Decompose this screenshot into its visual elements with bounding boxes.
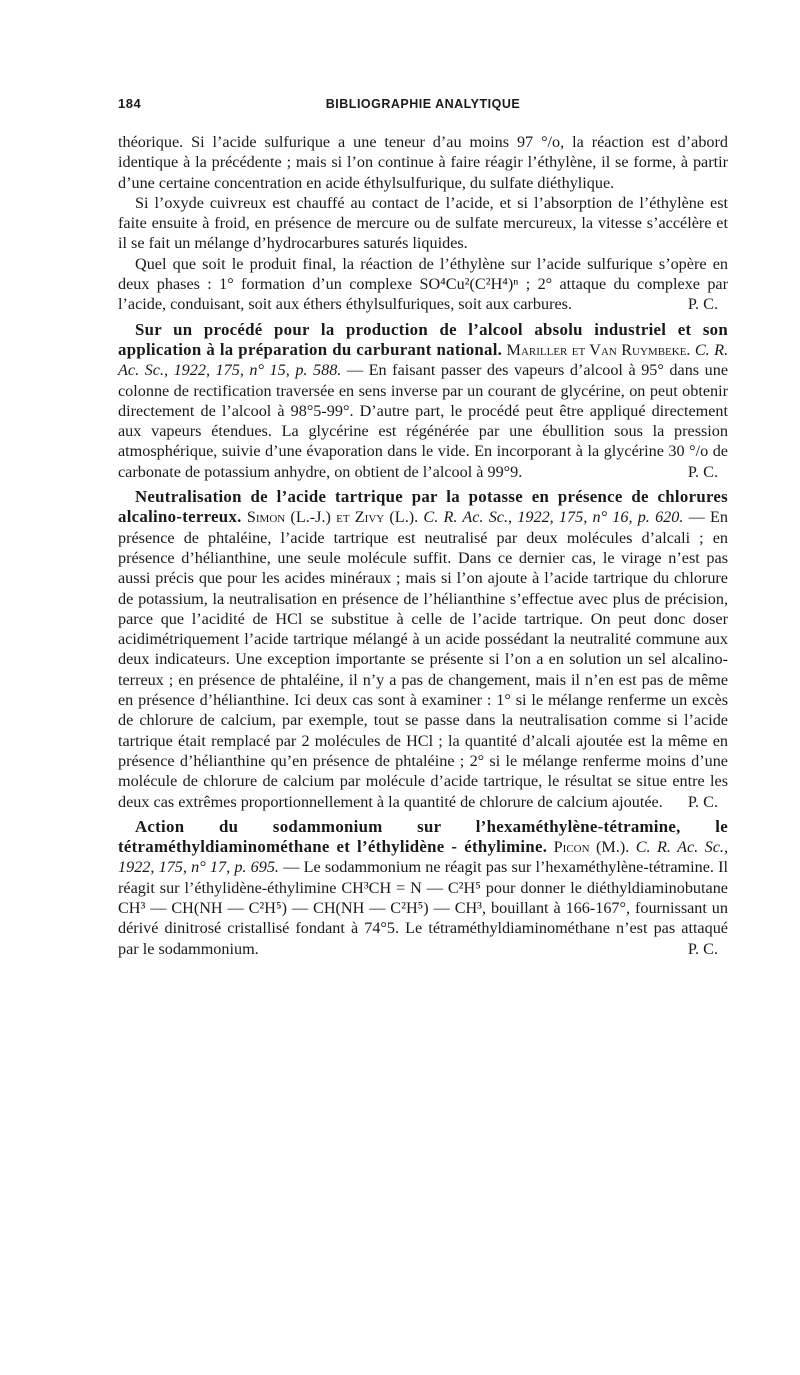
abstract-body: — En présence de phtaléine, l’acide tartrique est neutralisé par deux molécules d’alcali ; en présence d’hélianthine, une seule molécule suffit. Dans ce dernier cas, le virage n’est pas aussi précis que pour les acides minéraux ; mais si l’on ajoute à l’acide tartrique du chlorure de potassium, la neutralisation en présence de l’hélianthine s’effectue avec plus de précision, parce que l’acidité de HCl se substitue à celle de l’acide tartrique. On peut donc doser acidimétriquement l’acide tartrique mélangé à un acide possédant la neutralité commune aux deux indicateurs. Une exception importante se présente si l’on a en solution un sel alcalino-terreux ; en présence de phtaléine, il n’y a pas de changement, mais il n’en est pas de même en présence d’hélianthine. Ici deux cas sont à examiner : 1° si le mélange renferme un excès de chlorure de calcium, par exemple, tout se passe dans la neutralisation comme si l’acide tartrique était remplacé par 2 molécules de HCl ; la quantité d’alcali ajoutée est la même en présence d’hélianthine qu’en présence de phtaléine ; 2° si le mélange renferme moins d’une molécule de chlorure de calcium par molécule d’acide tartrique, le résultat se situe entre les deux cas extrêmes proportionnellement à la quantité de chlorure de calcium ajoutée. <box>118 508 729 811</box>
page-number: 184 <box>118 96 142 111</box>
intro-paragraph: Si l’oxyde cuivreux est chauffé au contact de l’acide, et si l’absorption de l’éthylène est faite ensuite à froid, en présence de mercure ou de sulfate mercureux, la vitesse s’accélère et il se fait un mélange d’hydrocarbures saturés liquides. <box>118 193 728 253</box>
abstract-authors: Mariller et Van Ruymbeke. <box>506 340 691 359</box>
abstract-body: — En faisant passer des vapeurs d’alcool à 95° dans une colonne de rectification traversée en sens inverse par un courant de glycérine, on peut obtenir directement de l’alcool à 98°5-99°. D’autre part, le procédé peut être appliqué directement aux vapeurs étendues. La glycérine est régénérée par une ébullition sous la pression atmosphérique, suivie d’une évaporation dans le vide. En incorporant à la glycérine 30 °/o de carbonate de potassium anhydre, on obtient de l’alcool à 99°9. <box>118 361 729 481</box>
intro-paragraph: théorique. Si l’acide sulfurique a une teneur d’au moins 97 °/o, la réaction est d’abord identique à la précédente ; mais si l’on continue à faire réagir l’éthylène, il se forme, à partir d’une certaine concentration en acide éthylsulfurique, du sulfate diéthylique. <box>118 133 728 192</box>
signature: P. C. <box>687 792 718 811</box>
signature: P. C. <box>687 295 718 314</box>
abstract-reference: C. R. Ac. Sc., 1922, 175, n° 15, p. 588. <box>118 340 728 380</box>
abstract-entry <box>118 487 728 812</box>
signature: P. C. <box>687 939 718 958</box>
running-header <box>118 94 728 118</box>
intro-paragraph: Quel que soit le produit final, la réaction de l’éthylène sur l’acide sulfurique s’opère en deux phases : 1° formation d’un complexe SO⁴Cu²(C²H⁴)ⁿ ; 2° attaque du complexe par l’acide, conduisant, soit aux éthers éthylsulfuriques, soit aux carbures. <box>118 254 728 314</box>
abstract-authors: Simon (L.-J.) et Zivy (L.). <box>246 508 419 527</box>
abstract-title: Neutralisation de l’acide tartrique par la potasse en présence de chlorures alcalino-terreux. <box>118 487 728 527</box>
abstract-title: Sur un procédé pour la production de l’alcool absolu industriel et son application à la préparation du carburant national. <box>118 319 728 359</box>
abstract-entry <box>118 320 728 482</box>
abstract-reference: C. R. Ac. Sc., 1922, 175, n° 16, p. 620. <box>423 508 684 527</box>
abstract-body: — Le sodammonium ne réagit pas sur l’hexaméthylène-tétramine. Il réagit sur l’éthylidène-éthylimine CH³CH = N — C²H⁵ pour donner le diéthyldiaminobutane CH³ — CH(NH — C²H⁵) — CH(NH — C²H⁵) — CH³, bouillant à 166-167°, fournissant un dérivé dinitrosé cristallisé fondant à 74°5. Le tétraméthyldiaminométhane n’est pas attaqué par le sodammonium. <box>118 858 729 958</box>
abstract-authors: Picon (M.). <box>553 838 630 857</box>
abstract-reference: C. R. Ac. Sc., 1922, 175, n° 17, p. 695. <box>118 838 728 877</box>
abstract-entry <box>118 817 728 959</box>
journal-page <box>118 94 728 959</box>
abstract-title: Action du sodammonium sur l’hexaméthylène-tétramine, le tétraméthyldiaminométhane et l’éthylidène - éthylimine. <box>118 816 728 857</box>
signature: P. C. <box>687 462 718 481</box>
running-title: BIBLIOGRAPHIE ANALYTIQUE <box>325 97 521 111</box>
